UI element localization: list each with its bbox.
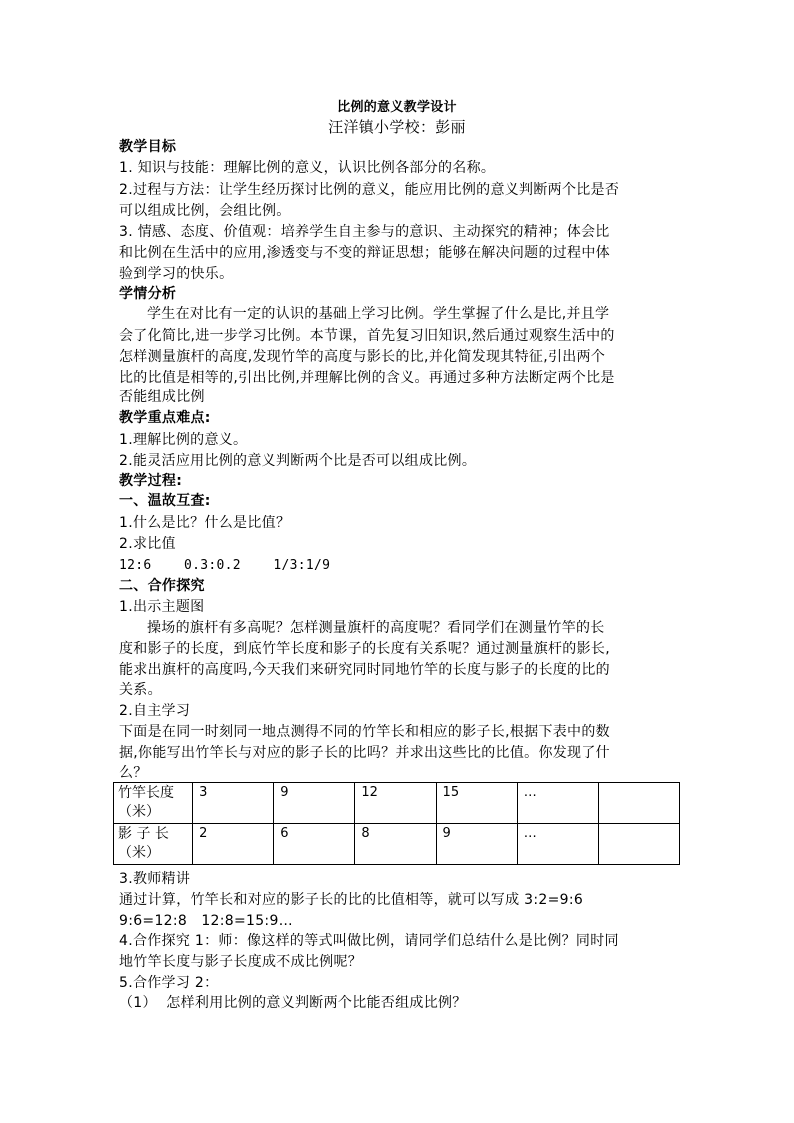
paragraph-line: 2.能灵活应用比例的意义判断两个比是否可以组成比例。 bbox=[119, 453, 477, 469]
document-author: 汪洋镇小学校：彭丽 bbox=[328, 118, 466, 136]
table-cell: … bbox=[517, 824, 598, 865]
paragraph-line: 据,你能写出竹竿长与对应的影子长的比吗？并求出这些比的比值。你发现了什 bbox=[119, 745, 610, 761]
paragraph-line: 下面是在同一时刻同一地点测得不同的竹竿长和相应的影子长,根据下表中的数 bbox=[119, 724, 610, 740]
paragraph-line: 否能组成比例 bbox=[119, 389, 205, 405]
paragraph-line: 9:6=12:8 12:8=15:9… bbox=[119, 913, 293, 929]
paragraph-line: 2.过程与方法：让学生经历探讨比例的意义，能应用比例的意义判断两个比是否 bbox=[119, 182, 620, 198]
ratio-list: 12:6 0.3:0.2 1/3:1/9 bbox=[119, 558, 331, 573]
paragraph-line: 通过计算，竹竿长和对应的影子长的比的比值相等，就可以写成 3:2=9:6 bbox=[119, 892, 584, 908]
subsection-heading-explore: 二、合作探究 bbox=[119, 578, 205, 594]
paragraph-line: 2.求比值 bbox=[119, 536, 176, 552]
paragraph-line: 4.合作探究 1：师：像这样的等式叫做比例，请同学们总结什么是比例？同时同 bbox=[119, 933, 619, 949]
table-cell bbox=[598, 783, 679, 824]
table-cell: 15 bbox=[436, 783, 517, 824]
paragraph-line: 学生在对比有一定的认识的基础上学习比例。学生掌握了什么是比,并且学 bbox=[147, 306, 610, 322]
table-row bbox=[114, 824, 680, 865]
document-title: 比例的意义教学设计 bbox=[337, 100, 457, 115]
paragraph-line: 关系。 bbox=[119, 682, 162, 698]
paragraph-line: 1.出示主题图 bbox=[119, 599, 205, 615]
paragraph-line: 1. 知识与技能：理解比例的意义，认识比例各部分的名称。 bbox=[119, 160, 496, 176]
section-heading-process: 教学过程: bbox=[119, 473, 183, 489]
table-cell: 12 bbox=[355, 783, 436, 824]
measurement-table bbox=[113, 782, 680, 865]
table-cell: 3 bbox=[193, 783, 274, 824]
paragraph-line: 和比例在生活中的应用,渗透变与不变的辩证思想；能够在解决问题的过程中体 bbox=[119, 245, 610, 261]
section-heading-goals: 教学目标 bbox=[119, 139, 177, 155]
table-row-header: 竹竿长度（米） bbox=[114, 783, 193, 824]
paragraph-line: 1.理解比例的意义。 bbox=[119, 432, 248, 448]
table-cell: 2 bbox=[193, 824, 274, 865]
table-cell: … bbox=[517, 783, 598, 824]
paragraph-line: 1.什么是比？什么是比值？ bbox=[119, 515, 291, 531]
paragraph-line: 能求出旗杆的高度吗,今天我们来研究同时同地竹竿的长度与影子的长度的比的 bbox=[119, 662, 610, 678]
table-cell bbox=[598, 824, 679, 865]
table-row-header: 影 子 长（米） bbox=[114, 824, 193, 865]
table-row bbox=[114, 783, 680, 824]
table-cell: 6 bbox=[274, 824, 355, 865]
table-cell: 9 bbox=[274, 783, 355, 824]
table-cell: 8 bbox=[355, 824, 436, 865]
paragraph-line: 5.合作学习 2： bbox=[119, 975, 219, 991]
paragraph-line: 比的比值是相等的,引出比例,并理解比例的含义。再通过多种方法断定两个比是 bbox=[119, 370, 615, 386]
paragraph-line: 怎样测量旗杆的高度,发现竹竿的高度与影长的比,并化简发现其特征,引出两个 bbox=[119, 349, 606, 365]
paragraph-line: 可以组成比例，会组比例。 bbox=[119, 203, 291, 219]
paragraph-line: （1） 怎样利用比例的意义判断两个比能否组成比例？ bbox=[119, 995, 467, 1011]
section-heading-key-points: 教学重点难点: bbox=[119, 410, 211, 426]
table-cell: 9 bbox=[436, 824, 517, 865]
section-heading-analysis: 学情分析 bbox=[119, 286, 177, 302]
paragraph-line: 地竹竿长度与影子长度成不成比例呢？ bbox=[119, 954, 363, 970]
paragraph-line: 验到学习的快乐。 bbox=[119, 266, 234, 282]
paragraph-line: 3.教师精讲 bbox=[119, 871, 191, 887]
paragraph-line: 么？ bbox=[119, 765, 148, 781]
subsection-heading-review: 一、温故互查: bbox=[119, 493, 211, 509]
paragraph-line: 2.自主学习 bbox=[119, 703, 191, 719]
paragraph-line: 3. 情感、态度、价值观：培养学生自主参与的意识、主动探究的精神；体会比 bbox=[119, 224, 610, 240]
paragraph-line: 会了化简比,进一步学习比例。本节课，首先复习旧知识,然后通过观察生活中的 bbox=[119, 328, 615, 344]
paragraph-line: 操场的旗杆有多高呢？怎样测量旗杆的高度呢？看同学们在测量竹竿的长 bbox=[147, 620, 605, 636]
paragraph-line: 度和影子的长度，到底竹竿长度和影子的长度有关系呢？通过测量旗杆的影长, bbox=[119, 641, 610, 657]
